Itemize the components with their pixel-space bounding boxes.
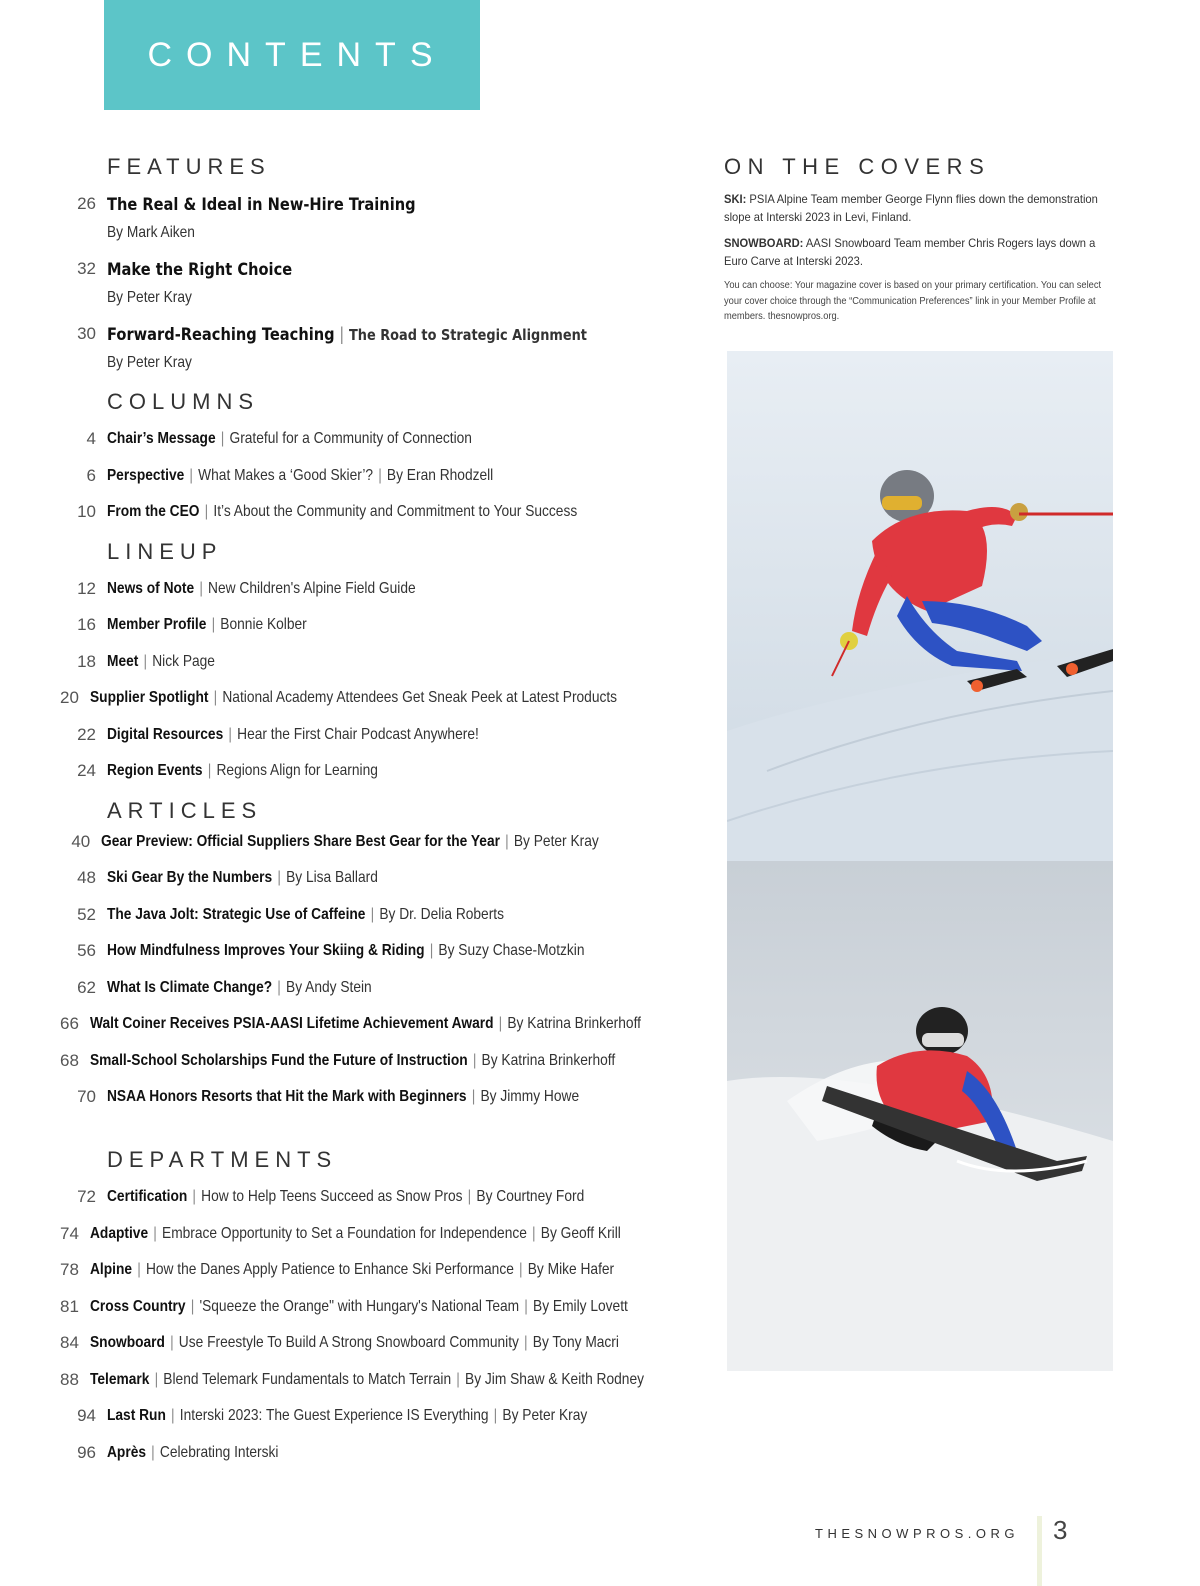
on-the-covers xyxy=(724,150,1114,333)
entry-title: Après xyxy=(107,1443,147,1461)
entry-title-line xyxy=(90,1010,641,1038)
entry-title: The Real & Ideal in New-Hire Training xyxy=(107,195,416,215)
entry-body xyxy=(107,255,680,312)
separator: | xyxy=(518,1261,523,1278)
cover-choice-note: You can choose: Your magazine cover is based on your primary certification. You can select your cover choice through the “Communication Preferences” link in your Member Profile at members. thesnowpros.org. xyxy=(724,280,1102,322)
toc-entry xyxy=(60,425,680,453)
toc-entry xyxy=(60,864,680,892)
entry-title-line xyxy=(107,937,600,965)
toc-entry xyxy=(60,974,680,1002)
toc-entry xyxy=(60,901,680,929)
page-number: 26 xyxy=(77,194,96,213)
separator: | xyxy=(211,616,216,633)
entry-title: Perspective xyxy=(107,466,185,484)
entry-body xyxy=(107,425,680,453)
entry-title-line xyxy=(90,1329,619,1357)
entry-part: By Dr. Delia Roberts xyxy=(379,905,504,923)
entry-title-line xyxy=(101,828,599,856)
entry-subtitle: The Road to Strategic Alignment xyxy=(348,326,587,344)
entry-part: By Courtney Ford xyxy=(476,1188,585,1205)
snowboard-cover-photo xyxy=(727,861,1113,1371)
snowboard-caption-text: AASI Snowboard Team member Chris Rogers lays down a Euro Carve at Interski 2023. xyxy=(724,236,1096,268)
entry-title-line xyxy=(107,320,600,349)
page-number: 20 xyxy=(60,688,79,707)
entry-part: Nick Page xyxy=(152,652,215,670)
entry-part: By Lisa Ballard xyxy=(286,869,378,886)
page-number: 16 xyxy=(77,615,96,634)
page-number: 6 xyxy=(86,465,96,485)
entry-part: By Katrina Brinkerhoff xyxy=(507,1015,641,1032)
page-number: 96 xyxy=(77,1442,96,1462)
entry-title: Meet xyxy=(107,652,139,670)
entry-title-line xyxy=(90,684,617,712)
separator: | xyxy=(189,466,193,484)
entry-part: 'Squeeze the Orange" with Hungary's National Team xyxy=(199,1297,520,1315)
entry-body xyxy=(107,190,680,247)
entry-title-line xyxy=(107,498,600,526)
entry-part: It’s About the Community and Commitment to Your Success xyxy=(213,503,578,520)
toc-entry xyxy=(60,462,680,490)
entry-author: By Peter Kray xyxy=(107,354,192,371)
toc-entry xyxy=(60,575,680,603)
toc-entry xyxy=(60,1220,680,1248)
entry-part: By Peter Kray xyxy=(514,832,599,850)
entry-title: Gear Preview: Official Suppliers Share Best Gear for the Year xyxy=(101,832,501,850)
entry-title-line xyxy=(107,425,600,453)
separator: | xyxy=(523,1334,528,1351)
table-of-contents xyxy=(60,150,680,1475)
entry-title: Adaptive xyxy=(89,1224,149,1242)
entry-title: The Java Jolt: Strategic Use of Caffeine xyxy=(107,905,366,923)
entry-title-line xyxy=(107,864,600,892)
entry-title-line xyxy=(107,1083,600,1111)
entry-title: Alpine xyxy=(89,1261,132,1278)
page-number: 56 xyxy=(77,941,96,960)
entry-body xyxy=(107,901,680,929)
page-number: 48 xyxy=(77,868,96,887)
entry-title: Region Events xyxy=(107,762,203,779)
entry-part: By Katrina Brinkerhoff xyxy=(481,1051,616,1069)
entry-title-line xyxy=(90,1220,621,1248)
separator: | xyxy=(143,652,148,670)
toc-entry xyxy=(60,190,680,247)
entry-body xyxy=(107,462,680,490)
entry-title: Certification xyxy=(107,1188,188,1205)
entry-title: News of Note xyxy=(107,579,195,597)
entry-body xyxy=(107,757,680,785)
separator: | xyxy=(472,1051,477,1069)
entry-title-line xyxy=(107,757,600,785)
entry-part: By Emily Lovett xyxy=(532,1297,628,1315)
entry-body xyxy=(107,320,680,377)
toc-entry xyxy=(60,1083,680,1111)
entry-title-line xyxy=(107,901,600,929)
snowboard-caption xyxy=(724,234,1115,270)
toc-entry xyxy=(60,255,680,312)
entry-title-line xyxy=(107,1183,600,1211)
entry-title-line xyxy=(107,575,600,603)
entry-part: By Suzy Chase-Motzkin xyxy=(438,942,585,959)
separator: | xyxy=(471,1088,476,1105)
toc-entry xyxy=(60,937,680,965)
toc-entry xyxy=(60,828,680,856)
separator: | xyxy=(220,430,225,447)
separator: | xyxy=(456,1370,460,1388)
entry-body xyxy=(90,684,703,712)
page-number: 22 xyxy=(77,724,96,744)
entry-title: From the CEO xyxy=(107,503,200,520)
entry-body xyxy=(90,1010,731,1038)
separator: | xyxy=(493,1407,498,1424)
page-number: 3 xyxy=(1053,1515,1068,1545)
entry-part: By Peter Kray xyxy=(502,1407,588,1424)
entry-body xyxy=(107,1083,680,1111)
page-number: 30 xyxy=(77,324,96,343)
separator: | xyxy=(151,1443,155,1461)
entry-title-line xyxy=(90,1047,615,1075)
ski-caption-text: PSIA Alpine Team member George Flynn flies down the demonstration slope at Interski 2023 in Levi, Finland. xyxy=(724,192,1098,224)
entry-body xyxy=(101,828,680,856)
page-number: 24 xyxy=(77,761,96,780)
entry-body xyxy=(107,1183,680,1211)
entry-title: Small-School Scholarships Fund the Future of Instruction xyxy=(89,1051,468,1069)
separator: | xyxy=(153,1224,157,1242)
entry-title: Walt Coiner Receives PSIA-AASI Lifetime Achievement Award xyxy=(89,1015,494,1032)
entry-body xyxy=(90,1047,701,1075)
entry-title: Snowboard xyxy=(89,1334,165,1351)
page-number: 74 xyxy=(60,1223,79,1243)
entry-part: National Academy Attendees Get Sneak Peek at Latest Products xyxy=(222,689,617,706)
entry-title-line xyxy=(107,974,600,1002)
toc-entry xyxy=(60,648,680,676)
entry-author: By Mark Aiken xyxy=(107,224,195,241)
page-number: 66 xyxy=(60,1014,79,1033)
entry-part: Regions Align for Learning xyxy=(216,762,378,779)
entry-body xyxy=(107,575,680,603)
toc-entry xyxy=(60,320,680,377)
entry-part: How to Help Teens Succeed as Snow Pros xyxy=(201,1188,463,1205)
ski-caption-label: SKI: xyxy=(724,192,747,206)
page-number: 68 xyxy=(60,1050,79,1070)
entry-title-line xyxy=(107,648,600,676)
entry-part: Grateful for a Community of Connection xyxy=(229,430,472,447)
entry-part: Hear the First Chair Podcast Anywhere! xyxy=(237,725,479,743)
entry-part: By Tony Macri xyxy=(532,1334,619,1351)
toc-entry xyxy=(60,1366,680,1394)
page-number: 10 xyxy=(77,502,96,521)
separator: | xyxy=(505,832,509,850)
columns-list xyxy=(60,425,680,526)
toc-entry xyxy=(60,1402,680,1430)
entry-body xyxy=(90,1220,707,1248)
entry-body xyxy=(107,648,680,676)
entry-title: Cross Country xyxy=(89,1297,186,1315)
toc-entry xyxy=(60,1439,680,1467)
entry-body xyxy=(107,937,680,965)
separator: | xyxy=(524,1297,528,1315)
section-heading-lineup: LINEUP xyxy=(107,538,223,564)
entry-title: Ski Gear By the Numbers xyxy=(107,869,273,886)
entry-body xyxy=(90,1366,734,1394)
toc-entry xyxy=(60,721,680,749)
toc-entry xyxy=(60,1010,680,1038)
section-heading-articles: ARTICLES xyxy=(107,797,263,823)
separator: | xyxy=(207,762,212,779)
page-number: 32 xyxy=(77,259,96,278)
entry-part: Interski 2023: The Guest Experience IS Everything xyxy=(179,1407,489,1424)
lineup-list xyxy=(60,575,680,786)
toc-entry xyxy=(60,611,680,639)
toc-entry xyxy=(60,498,680,526)
page-number: 12 xyxy=(77,578,96,598)
separator: | xyxy=(192,1188,197,1205)
entry-part: By Andy Stein xyxy=(286,978,372,996)
toc-entry xyxy=(60,684,680,712)
page-number: 84 xyxy=(60,1333,79,1352)
entry-title: Last Run xyxy=(107,1407,166,1424)
separator: | xyxy=(378,466,382,484)
separator: | xyxy=(171,1407,175,1424)
entry-title: Forward-Reaching Teaching xyxy=(107,325,335,345)
entry-body xyxy=(107,1402,680,1430)
entry-title-line xyxy=(90,1256,614,1284)
page-number: 78 xyxy=(60,1260,79,1279)
page-number: 88 xyxy=(60,1369,79,1389)
entry-body xyxy=(107,974,680,1002)
entry-title-line xyxy=(107,721,600,749)
entry-title-line xyxy=(90,1366,644,1394)
entry-body xyxy=(90,1329,705,1357)
entry-body xyxy=(107,864,680,892)
toc-entry xyxy=(60,1183,680,1211)
entry-part: Celebrating Interski xyxy=(159,1443,279,1461)
entry-title-line xyxy=(90,1293,628,1321)
separator: | xyxy=(154,1370,159,1388)
toc-entry xyxy=(60,1256,680,1284)
page-number: 40 xyxy=(71,831,91,851)
separator: | xyxy=(531,1224,536,1242)
separator: | xyxy=(204,503,209,520)
entry-part: Embrace Opportunity to Set a Foundation for Independence xyxy=(161,1224,527,1242)
section-heading-columns: COLUMNS xyxy=(107,389,260,414)
entry-title-line xyxy=(107,1402,600,1430)
separator: | xyxy=(199,579,203,597)
entry-part: Bonnie Kolber xyxy=(220,616,307,633)
toc-entry xyxy=(60,1329,680,1357)
entry-title: What Is Climate Change? xyxy=(107,978,273,996)
section-heading-departments: DEPARTMENTS xyxy=(107,1147,338,1172)
entry-part: By Jim Shaw & Keith Rodney xyxy=(464,1370,644,1388)
separator: | xyxy=(190,1297,195,1315)
separator: | xyxy=(277,869,281,886)
entry-part: By Mike Hafer xyxy=(527,1261,615,1278)
departments-list xyxy=(60,1183,680,1467)
entry-title-line xyxy=(107,1439,600,1467)
separator: | xyxy=(137,1261,141,1278)
entry-body xyxy=(107,721,680,749)
section-heading-features: FEATURES xyxy=(107,154,271,179)
separator: | xyxy=(339,324,344,344)
entry-title-line xyxy=(107,255,600,284)
entry-part: How the Danes Apply Patience to Enhance Ski Performance xyxy=(145,1261,514,1278)
snowboard-caption-label: SNOWBOARD: xyxy=(724,236,804,250)
entry-part: Use Freestyle To Build A Strong Snowboard Community xyxy=(178,1334,519,1351)
entry-part: By Eran Rhodzell xyxy=(386,466,494,484)
entry-title-line xyxy=(107,611,600,639)
entry-title: NSAA Honors Resorts that Hit the Mark with Beginners xyxy=(107,1088,467,1105)
toc-entry xyxy=(60,1293,680,1321)
entry-title-line xyxy=(107,462,600,490)
page-number: 81 xyxy=(60,1296,79,1316)
page-number: 94 xyxy=(77,1406,96,1425)
ski-caption xyxy=(724,190,1115,226)
entry-title: Make the Right Choice xyxy=(107,260,293,280)
entry-body xyxy=(90,1256,699,1284)
page-number: 70 xyxy=(77,1087,96,1106)
page-number: 52 xyxy=(77,904,96,924)
entry-author: By Peter Kray xyxy=(107,289,192,306)
separator: | xyxy=(370,905,375,923)
entry-part: New Children's Alpine Field Guide xyxy=(208,579,416,597)
entry-part: Blend Telemark Fundamentals to Match Terrain xyxy=(163,1370,452,1388)
entry-title: Telemark xyxy=(89,1370,150,1388)
footer-divider xyxy=(1037,1516,1042,1586)
separator: | xyxy=(277,978,281,996)
separator: | xyxy=(498,1015,503,1032)
features-list xyxy=(60,190,680,377)
page-number: 62 xyxy=(77,977,96,997)
ski-cover-photo xyxy=(727,351,1113,861)
separator: | xyxy=(213,689,218,706)
articles-list xyxy=(60,828,680,1112)
entry-title: Member Profile xyxy=(107,616,207,633)
entry-title: Chair’s Message xyxy=(107,430,216,447)
toc-entry xyxy=(60,1047,680,1075)
toc-entry xyxy=(60,757,680,785)
entry-body xyxy=(107,611,680,639)
banner-title: CONTENTS xyxy=(147,35,447,74)
entry-part: What Makes a ‘Good Skier’? xyxy=(198,466,374,484)
entry-body xyxy=(107,1439,680,1467)
entry-body xyxy=(90,1293,715,1321)
separator: | xyxy=(169,1334,174,1351)
page-number: 72 xyxy=(77,1187,96,1206)
footer-website: THESNOWPROS.ORG xyxy=(815,1526,1020,1541)
entry-title-line xyxy=(107,190,600,219)
contents-banner xyxy=(104,0,480,110)
separator: | xyxy=(429,942,434,959)
separator: | xyxy=(467,1188,472,1205)
separator: | xyxy=(228,725,232,743)
entry-part: By Geoff Krill xyxy=(540,1224,621,1242)
entry-title: Digital Resources xyxy=(107,725,224,743)
entry-title: How Mindfulness Improves Your Skiing & Riding xyxy=(107,942,425,959)
covers-heading: ON THE COVERS xyxy=(724,154,991,179)
page-number: 4 xyxy=(86,429,96,448)
entry-part: By Jimmy Howe xyxy=(480,1088,580,1105)
page-number: 18 xyxy=(77,651,96,671)
entry-title: Supplier Spotlight xyxy=(89,689,209,706)
entry-body xyxy=(107,498,680,526)
